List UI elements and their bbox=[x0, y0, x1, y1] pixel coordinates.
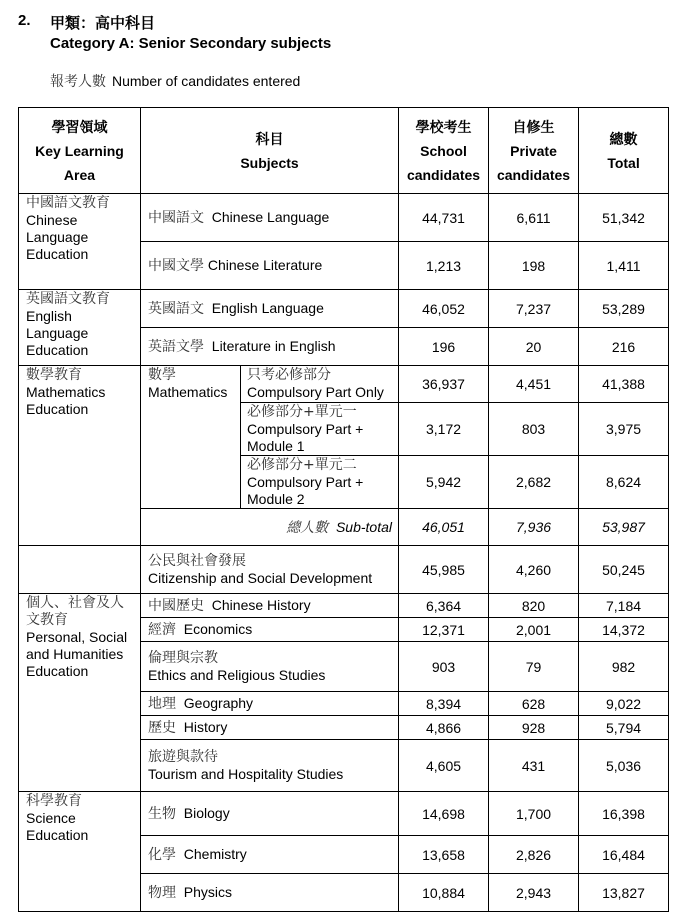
private-count: 20 bbox=[489, 328, 579, 366]
subject-en: Economics bbox=[183, 620, 253, 637]
kla-science bbox=[19, 792, 141, 912]
kla-math-en-2: Education bbox=[26, 401, 89, 417]
table-row bbox=[19, 194, 669, 242]
subject-ethics bbox=[141, 642, 399, 692]
kla-english-en-2: Language bbox=[26, 325, 89, 341]
school-count: 8,394 bbox=[399, 692, 489, 716]
private-count: 4,260 bbox=[489, 546, 579, 594]
header-private-en-1: Private bbox=[510, 142, 557, 159]
subject-en: Ethics and Religious Studies bbox=[148, 666, 326, 683]
table-note bbox=[50, 71, 300, 91]
part-en-2: Module 2 bbox=[247, 491, 305, 507]
kla-personal-en-2: and Humanities bbox=[26, 646, 124, 662]
kla-personal-en-3: Education bbox=[26, 663, 89, 679]
kla-math-zh: 數學教育 bbox=[26, 367, 82, 383]
subject-en: Literature in English bbox=[211, 337, 336, 354]
subject-zh: 旅遊與款待 bbox=[148, 748, 218, 765]
kla-english-zh: 英國語文教育 bbox=[26, 291, 110, 307]
part-en-2: Module 1 bbox=[247, 438, 305, 454]
subject-zh: 公民與社會發展 bbox=[148, 552, 246, 569]
private-count: 2,826 bbox=[489, 836, 579, 874]
subject-literature-in-english bbox=[141, 328, 399, 366]
subject-zh: 中國歷史 bbox=[148, 597, 204, 614]
subject-zh: 中國語文 bbox=[148, 209, 204, 226]
candidates-table bbox=[18, 107, 669, 912]
total-count: 216 bbox=[579, 328, 669, 366]
kla-english bbox=[19, 290, 141, 366]
math-module-1 bbox=[241, 403, 399, 456]
school-count: 6,364 bbox=[399, 594, 489, 618]
subject-chinese-language bbox=[141, 194, 399, 242]
subject-mathematics bbox=[141, 366, 241, 509]
subject-en: Chemistry bbox=[183, 845, 247, 862]
school-count: 45,985 bbox=[399, 546, 489, 594]
subject-en: Mathematics bbox=[148, 384, 228, 400]
school-count: 12,371 bbox=[399, 618, 489, 642]
total-count: 5,036 bbox=[579, 740, 669, 792]
section-title-zh: 甲類：高中科目 bbox=[50, 15, 156, 32]
subject-economics bbox=[141, 618, 399, 642]
kla-science-zh: 科學教育 bbox=[26, 793, 82, 809]
subject-en: History bbox=[183, 718, 228, 735]
table-row bbox=[19, 290, 669, 328]
part-en-1: Compulsory Part + bbox=[247, 421, 364, 437]
table-row bbox=[19, 792, 669, 836]
school-count: 5,942 bbox=[399, 456, 489, 509]
header-kla-en-2: Area bbox=[63, 166, 96, 183]
school-count: 4,605 bbox=[399, 740, 489, 792]
total-count: 41,388 bbox=[579, 366, 669, 403]
total-count: 13,827 bbox=[579, 874, 669, 912]
subject-zh: 生物 bbox=[148, 805, 176, 822]
math-module-2 bbox=[241, 456, 399, 509]
subject-en: Biology bbox=[183, 804, 230, 821]
header-school bbox=[399, 108, 489, 194]
total-count: 53,289 bbox=[579, 290, 669, 328]
private-count: 2,682 bbox=[489, 456, 579, 509]
header-school-en-2: candidates bbox=[406, 166, 481, 183]
header-row bbox=[19, 108, 669, 194]
header-kla bbox=[19, 108, 141, 194]
private-count: 79 bbox=[489, 642, 579, 692]
school-count: 36,937 bbox=[399, 366, 489, 403]
subject-zh: 英語文學 bbox=[148, 338, 204, 355]
kla-math bbox=[19, 366, 141, 546]
kla-personal bbox=[19, 594, 141, 792]
header-subjects-zh: 科目 bbox=[255, 130, 284, 147]
school-count: 903 bbox=[399, 642, 489, 692]
subject-en: Physics bbox=[183, 883, 233, 900]
total-count: 8,624 bbox=[579, 456, 669, 509]
subject-physics bbox=[141, 874, 399, 912]
kla-personal-zh-2: 文教育 bbox=[26, 612, 68, 628]
kla-personal-en-1: Personal, Social bbox=[26, 629, 128, 645]
total-count: 5,794 bbox=[579, 716, 669, 740]
private-count: 7,237 bbox=[489, 290, 579, 328]
header-total-en: Total bbox=[607, 154, 640, 171]
total-count: 9,022 bbox=[579, 692, 669, 716]
private-count: 803 bbox=[489, 403, 579, 456]
header-subjects bbox=[141, 108, 399, 194]
math-compulsory-only bbox=[241, 366, 399, 403]
kla-english-en-1: English bbox=[26, 308, 72, 324]
school-count: 10,884 bbox=[399, 874, 489, 912]
subject-zh: 物理 bbox=[148, 884, 176, 901]
subject-en: Chinese Literature bbox=[207, 256, 323, 273]
subject-chinese-literature bbox=[141, 242, 399, 290]
private-count: 6,611 bbox=[489, 194, 579, 242]
part-zh: 必修部分+單元一 bbox=[247, 404, 357, 420]
header-total-zh: 總數 bbox=[609, 130, 638, 147]
header-private bbox=[489, 108, 579, 194]
private-count: 2,943 bbox=[489, 874, 579, 912]
total-count: 16,484 bbox=[579, 836, 669, 874]
subject-zh: 數學 bbox=[148, 367, 176, 383]
school-count: 4,866 bbox=[399, 716, 489, 740]
total-count: 14,372 bbox=[579, 618, 669, 642]
header-total bbox=[579, 108, 669, 194]
table-note-zh: 報考人數 bbox=[50, 74, 106, 90]
header-kla-en-1: Key Learning bbox=[35, 142, 124, 159]
private-count: 4,451 bbox=[489, 366, 579, 403]
subject-en: Chinese History bbox=[211, 596, 311, 613]
subject-tourism bbox=[141, 740, 399, 792]
table-row bbox=[19, 366, 669, 403]
subject-zh: 中國文學 bbox=[148, 257, 204, 274]
private-count: 1,700 bbox=[489, 792, 579, 836]
school-count: 1,213 bbox=[399, 242, 489, 290]
kla-personal-zh-1: 個人、社會及人 bbox=[26, 595, 124, 611]
header-school-zh: 學校考生 bbox=[415, 118, 472, 135]
private-count: 7,936 bbox=[489, 509, 579, 546]
private-count: 198 bbox=[489, 242, 579, 290]
school-count: 44,731 bbox=[399, 194, 489, 242]
kla-chinese-en-1: Chinese bbox=[26, 212, 78, 228]
subject-zh: 化學 bbox=[148, 846, 176, 863]
subject-en: Citizenship and Social Development bbox=[148, 569, 373, 586]
section-number: 2. bbox=[18, 12, 31, 29]
subtotal-label-en: Sub-total bbox=[335, 519, 393, 535]
kla-math-en-1: Mathematics bbox=[26, 384, 106, 400]
subject-en: English Language bbox=[211, 299, 324, 316]
school-count: 13,658 bbox=[399, 836, 489, 874]
private-count: 2,001 bbox=[489, 618, 579, 642]
part-en-1: Compulsory Part + bbox=[247, 474, 364, 490]
school-count: 196 bbox=[399, 328, 489, 366]
total-count: 982 bbox=[579, 642, 669, 692]
subject-zh: 倫理與宗教 bbox=[148, 649, 218, 666]
part-zh: 只考必修部分 bbox=[247, 367, 331, 383]
school-count: 3,172 bbox=[399, 403, 489, 456]
kla-science-en-1: Science bbox=[26, 810, 76, 826]
total-count: 16,398 bbox=[579, 792, 669, 836]
section-title-en: Category A: Senior Secondary subjects bbox=[50, 35, 332, 52]
subject-csd bbox=[141, 546, 399, 594]
school-count: 46,052 bbox=[399, 290, 489, 328]
private-count: 928 bbox=[489, 716, 579, 740]
school-count: 46,051 bbox=[399, 509, 489, 546]
subject-chinese-history bbox=[141, 594, 399, 618]
header-school-en-1: School bbox=[420, 142, 467, 159]
total-count: 51,342 bbox=[579, 194, 669, 242]
kla-chinese bbox=[19, 194, 141, 290]
subject-zh: 經濟 bbox=[148, 621, 176, 638]
subject-geography bbox=[141, 692, 399, 716]
subject-zh: 地理 bbox=[148, 695, 176, 712]
table-row bbox=[19, 594, 669, 618]
total-count: 53,987 bbox=[579, 509, 669, 546]
subject-english-language bbox=[141, 290, 399, 328]
total-count: 7,184 bbox=[579, 594, 669, 618]
private-count: 820 bbox=[489, 594, 579, 618]
subject-en: Tourism and Hospitality Studies bbox=[148, 765, 344, 782]
part-en: Compulsory Part Only bbox=[247, 384, 384, 400]
subject-zh: 歷史 bbox=[148, 719, 176, 736]
private-count: 628 bbox=[489, 692, 579, 716]
kla-chinese-en-3: Education bbox=[26, 246, 89, 262]
kla-english-en-3: Education bbox=[26, 342, 89, 358]
header-private-en-2: candidates bbox=[496, 166, 571, 183]
kla-chinese-zh: 中國語文教育 bbox=[26, 195, 110, 211]
table-note-en: Number of candidates entered bbox=[112, 73, 301, 89]
kla-chinese-en-2: Language bbox=[26, 229, 89, 245]
subject-en: Chinese Language bbox=[211, 208, 330, 225]
subject-en: Geography bbox=[183, 694, 254, 711]
subject-chemistry bbox=[141, 836, 399, 874]
total-count: 1,411 bbox=[579, 242, 669, 290]
kla-science-en-2: Education bbox=[26, 827, 89, 843]
school-count: 14,698 bbox=[399, 792, 489, 836]
header-kla-zh: 學習領域 bbox=[51, 118, 108, 135]
kla-empty bbox=[19, 546, 141, 594]
private-count: 431 bbox=[489, 740, 579, 792]
header-subjects-en: Subjects bbox=[240, 154, 299, 171]
total-count: 50,245 bbox=[579, 546, 669, 594]
subtotal-label bbox=[141, 509, 399, 546]
total-count: 3,975 bbox=[579, 403, 669, 456]
part-zh: 必修部分+單元二 bbox=[247, 457, 357, 473]
subject-zh: 英國語文 bbox=[148, 300, 204, 317]
header-private-zh: 自修生 bbox=[512, 118, 555, 135]
subtotal-label-zh: 總人數 bbox=[286, 520, 329, 536]
table-row bbox=[19, 546, 669, 594]
subject-history bbox=[141, 716, 399, 740]
subject-biology bbox=[141, 792, 399, 836]
